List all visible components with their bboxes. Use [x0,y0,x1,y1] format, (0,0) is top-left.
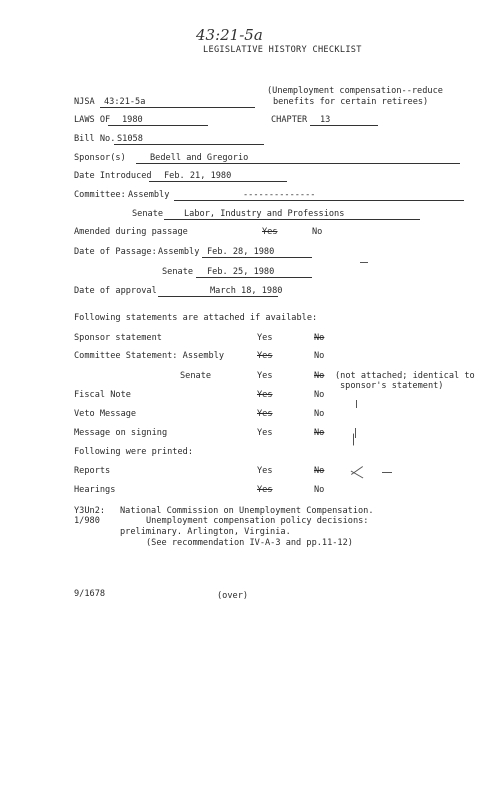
over-label: (over) [217,591,249,601]
njsa-value: 43:21-5a [104,97,146,107]
laws-of-label: LAWS OF [74,115,111,125]
subject-line-2: benefits for certain retirees) [273,97,429,107]
printed-header: Following were printed: [74,447,193,457]
checklist-no: No [314,351,325,361]
date-of-approval-label: Date of approval [74,286,157,296]
checklist-no: No [314,409,325,419]
committee-assembly-value: -------------- [243,190,316,200]
committee-label: Committee: [74,190,126,200]
citation-line-3: preliminary. Arlington, Virginia. [120,527,291,537]
sponsors-value: Bedell and Gregorio [150,153,249,163]
printed-yes: Yes [257,466,273,476]
checklist-no: No [314,390,325,400]
checklist-yes: Yes [257,409,273,419]
njsa-label: NJSA [74,97,95,107]
checklist-yes: Yes [257,333,273,343]
passage-senate-label: Senate [162,267,194,277]
amended-yes: Yes [262,227,278,237]
printed-label: Reports [74,466,111,476]
citation-line-1: National Commission on Unemployment Compensation. [120,506,374,516]
committee-senate-label: Senate [132,209,164,219]
amended-label: Amended during passage [74,227,188,237]
printed-label: Hearings [74,485,116,495]
checklist-label: Veto Message [74,409,137,419]
margin-mark [351,471,364,479]
passage-assembly-value: Feb. 28, 1980 [207,247,275,257]
passage-assembly-label: Assembly [158,247,200,257]
attached-header: Following statements are attached if available: [74,313,318,323]
date-of-approval-value: March 18, 1980 [210,286,283,296]
passage-senate-value: Feb. 25, 1980 [207,267,275,277]
citation-line-2: Unemployment compensation policy decisions: [146,516,369,526]
bill-no-value: S1058 [117,134,143,144]
date-of-passage-label: Date of Passage: [74,247,157,257]
committee-senate-value: Labor, Industry and Professions [184,209,345,219]
checklist-yes: Yes [257,428,273,438]
document-title: LEGISLATIVE HISTORY CHECKLIST [203,45,362,55]
checklist-label: Committee Statement: Assembly [74,351,225,361]
checklist-yes: Yes [257,390,273,400]
chapter-value: 13 [320,115,331,125]
laws-of-value: 1980 [122,115,143,125]
checklist-label: Sponsor statement [74,333,162,343]
checklist-label: Message on signing [74,428,168,438]
handwritten-section-number: 43:21-5a [196,26,263,44]
call-number-line-1: Y3Un2: [74,506,106,516]
printed-no: No [314,466,325,476]
senate-statement-note: (not attached; identical to [335,371,475,381]
date-introduced-value: Feb. 21, 1980 [164,171,232,181]
checklist-no: No [314,333,325,343]
subject-line-1: (Unemployment compensation--reduce [267,86,443,96]
citation-line-4: (See recommendation IV-A-3 and pp.11-12) [146,538,353,548]
sponsors-label: Sponsor(s) [74,153,126,163]
checklist-no: No [314,428,325,438]
chapter-label: CHAPTER [271,115,308,125]
committee-assembly-label: Assembly [128,190,170,200]
printed-yes: Yes [257,485,273,495]
checklist-label: Senate [180,371,212,381]
checklist-yes: Yes [257,371,273,381]
date-introduced-label: Date Introduced [74,171,152,181]
footer-code: 9/1678 [74,589,106,599]
checklist-yes: Yes [257,351,273,361]
margin-mark [356,400,357,408]
senate-statement-note-cont: sponsor's statement) [340,381,444,391]
committee-assembly-underline [174,200,464,201]
amended-no: No [312,227,323,237]
margin-mark [382,472,392,473]
bill-no-label: Bill No. [74,134,116,144]
checklist-label: Fiscal Note [74,390,131,400]
call-number-line-2: 1/980 [74,516,100,526]
checklist-no: No [314,371,325,381]
printed-no: No [314,485,325,495]
margin-handwriting: — [346,433,361,446]
margin-mark [360,262,368,263]
